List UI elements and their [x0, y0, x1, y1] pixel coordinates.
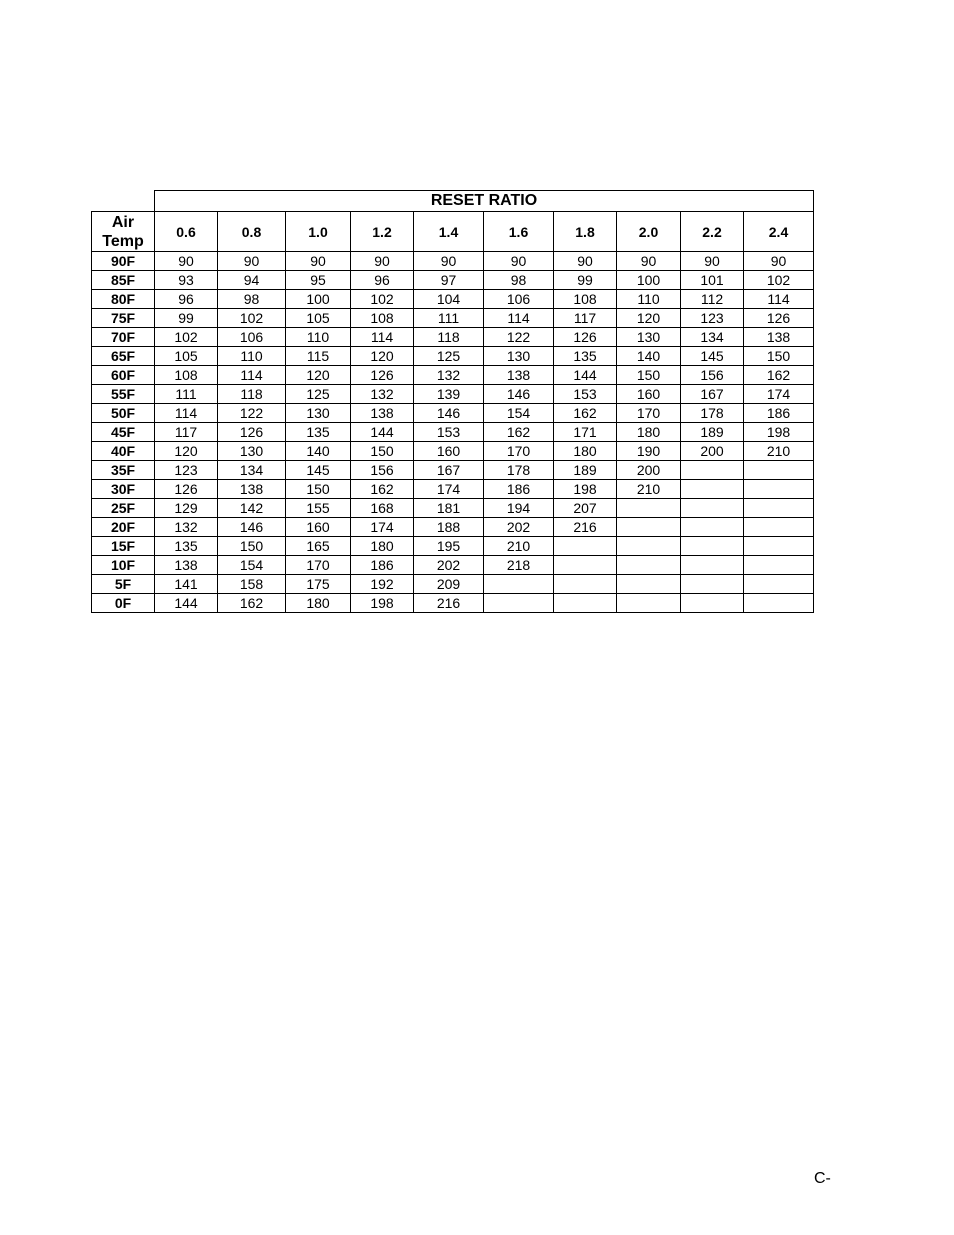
table-cell: 140 — [617, 347, 681, 366]
table-title: RESET RATIO — [155, 191, 814, 212]
table-cell: 175 — [286, 575, 351, 594]
table-cell: 132 — [155, 518, 218, 537]
table-cell — [744, 575, 814, 594]
table-cell: 146 — [218, 518, 286, 537]
table-cell — [744, 518, 814, 537]
table-cell: 125 — [286, 385, 351, 404]
table-row — [92, 271, 814, 290]
table-cell: 105 — [155, 347, 218, 366]
ratio-header: 1.4 — [414, 212, 484, 252]
table-cell: 145 — [286, 461, 351, 480]
table-row — [92, 290, 814, 309]
table-cell: 198 — [744, 423, 814, 442]
table-cell: 144 — [155, 594, 218, 613]
table-cell: 130 — [617, 328, 681, 347]
table-cell: 210 — [617, 480, 681, 499]
table-cell: 178 — [681, 404, 744, 423]
table-row — [92, 499, 814, 518]
air-temp-cell: 30F — [92, 480, 155, 499]
table-cell: 171 — [554, 423, 617, 442]
table-cell — [744, 461, 814, 480]
table-row — [92, 575, 814, 594]
table-cell: 162 — [484, 423, 554, 442]
table-cell: 138 — [484, 366, 554, 385]
air-temp-cell: 25F — [92, 499, 155, 518]
table-cell: 150 — [617, 366, 681, 385]
table-cell: 216 — [414, 594, 484, 613]
table-cell: 126 — [155, 480, 218, 499]
table-cell: 130 — [218, 442, 286, 461]
ratio-header: 1.6 — [484, 212, 554, 252]
table-cell: 102 — [351, 290, 414, 309]
air-temp-cell: 50F — [92, 404, 155, 423]
table-cell: 126 — [351, 366, 414, 385]
table-cell: 123 — [155, 461, 218, 480]
table-cell: 130 — [286, 404, 351, 423]
table-row — [92, 537, 814, 556]
table-cell: 160 — [286, 518, 351, 537]
table-cell — [554, 537, 617, 556]
air-temp-cell: 45F — [92, 423, 155, 442]
table-cell: 108 — [554, 290, 617, 309]
table-cell: 93 — [155, 271, 218, 290]
ratio-header: 0.8 — [218, 212, 286, 252]
page-number: C- — [814, 1170, 831, 1187]
table-cell: 162 — [218, 594, 286, 613]
table-cell: 168 — [351, 499, 414, 518]
air-temp-cell: 35F — [92, 461, 155, 480]
table-cell: 135 — [286, 423, 351, 442]
table-cell — [681, 461, 744, 480]
table-row — [92, 404, 814, 423]
table-cell: 142 — [218, 499, 286, 518]
table-cell: 140 — [286, 442, 351, 461]
table-cell: 150 — [744, 347, 814, 366]
table-cell: 202 — [484, 518, 554, 537]
air-temp-header-line: Temp — [102, 232, 144, 250]
table-cell: 94 — [218, 271, 286, 290]
table-cell: 115 — [286, 347, 351, 366]
table-cell: 90 — [286, 252, 351, 271]
ratio-header: 1.0 — [286, 212, 351, 252]
table-cell: 178 — [484, 461, 554, 480]
blank-corner-cell — [92, 191, 155, 212]
table-cell — [681, 518, 744, 537]
table-cell: 180 — [286, 594, 351, 613]
table-cell: 153 — [414, 423, 484, 442]
air-temp-cell: 90F — [92, 252, 155, 271]
table-cell: 90 — [351, 252, 414, 271]
table-cell: 106 — [218, 328, 286, 347]
table-row — [92, 461, 814, 480]
table-cell — [681, 499, 744, 518]
table-cell: 170 — [484, 442, 554, 461]
table-cell: 132 — [351, 385, 414, 404]
table-cell: 192 — [351, 575, 414, 594]
table-cell: 111 — [155, 385, 218, 404]
table-cell — [744, 594, 814, 613]
table-cell: 114 — [744, 290, 814, 309]
table-cell: 105 — [286, 309, 351, 328]
table-cell: 139 — [414, 385, 484, 404]
table-cell: 174 — [744, 385, 814, 404]
air-temp-cell: 70F — [92, 328, 155, 347]
table-cell: 106 — [484, 290, 554, 309]
table-cell: 100 — [286, 290, 351, 309]
table-row — [92, 252, 814, 271]
table-cell — [744, 537, 814, 556]
table-cell: 90 — [681, 252, 744, 271]
table-cell: 90 — [554, 252, 617, 271]
table-cell — [554, 556, 617, 575]
air-temp-cell: 5F — [92, 575, 155, 594]
table-cell: 167 — [414, 461, 484, 480]
table-row — [92, 518, 814, 537]
table-cell: 114 — [484, 309, 554, 328]
table-row — [92, 423, 814, 442]
table-row — [92, 347, 814, 366]
table-cell: 138 — [218, 480, 286, 499]
table-cell: 186 — [484, 480, 554, 499]
table-cell: 207 — [554, 499, 617, 518]
table-cell — [617, 575, 681, 594]
header-row — [92, 212, 814, 252]
table-cell: 170 — [617, 404, 681, 423]
air-temp-cell: 15F — [92, 537, 155, 556]
air-temp-header-line: Air — [111, 213, 135, 231]
table-cell: 110 — [218, 347, 286, 366]
table-cell — [554, 575, 617, 594]
table-cell — [681, 537, 744, 556]
air-temp-cell: 65F — [92, 347, 155, 366]
table-row — [92, 309, 814, 328]
table-cell: 158 — [218, 575, 286, 594]
ratio-header: 2.2 — [681, 212, 744, 252]
air-temp-cell: 0F — [92, 594, 155, 613]
table-cell — [744, 499, 814, 518]
table-cell: 138 — [744, 328, 814, 347]
table-cell — [681, 556, 744, 575]
table-cell: 120 — [286, 366, 351, 385]
table-cell: 126 — [218, 423, 286, 442]
table-cell: 153 — [554, 385, 617, 404]
ratio-header: 0.6 — [155, 212, 218, 252]
table-cell — [484, 575, 554, 594]
table-cell: 138 — [155, 556, 218, 575]
table-cell: 120 — [617, 309, 681, 328]
table-cell: 99 — [554, 271, 617, 290]
ratio-header: 2.4 — [744, 212, 814, 252]
table-cell: 218 — [484, 556, 554, 575]
table-cell: 97 — [414, 271, 484, 290]
table-cell: 210 — [744, 442, 814, 461]
air-temp-cell: 40F — [92, 442, 155, 461]
table-cell: 102 — [218, 309, 286, 328]
table-cell — [554, 594, 617, 613]
table-cell: 188 — [414, 518, 484, 537]
table-cell: 90 — [744, 252, 814, 271]
table-cell: 189 — [681, 423, 744, 442]
table-cell: 125 — [414, 347, 484, 366]
table-cell: 126 — [744, 309, 814, 328]
table-row — [92, 556, 814, 575]
table-cell: 189 — [554, 461, 617, 480]
table-cell: 144 — [554, 366, 617, 385]
table-row — [92, 328, 814, 347]
table-cell: 167 — [681, 385, 744, 404]
table-cell — [681, 594, 744, 613]
table-cell — [617, 518, 681, 537]
table-cell: 129 — [155, 499, 218, 518]
table-cell: 144 — [351, 423, 414, 442]
table-cell: 114 — [218, 366, 286, 385]
table-row — [92, 480, 814, 499]
table-cell — [744, 556, 814, 575]
table-cell: 114 — [351, 328, 414, 347]
table-cell: 154 — [218, 556, 286, 575]
table-cell: 118 — [414, 328, 484, 347]
table-cell — [744, 480, 814, 499]
table-cell: 180 — [351, 537, 414, 556]
table-cell: 95 — [286, 271, 351, 290]
ratio-header: 1.2 — [351, 212, 414, 252]
air-temp-cell: 60F — [92, 366, 155, 385]
table-cell: 120 — [351, 347, 414, 366]
title-row — [92, 191, 814, 212]
table-cell: 141 — [155, 575, 218, 594]
table-cell: 155 — [286, 499, 351, 518]
table-cell: 200 — [617, 461, 681, 480]
table-cell — [617, 537, 681, 556]
table-cell: 123 — [681, 309, 744, 328]
table-row — [92, 366, 814, 385]
table-cell: 162 — [744, 366, 814, 385]
table-cell: 134 — [218, 461, 286, 480]
table-cell: 134 — [681, 328, 744, 347]
table-cell: 150 — [218, 537, 286, 556]
air-temp-header — [92, 212, 155, 252]
table-cell: 130 — [484, 347, 554, 366]
table-cell: 117 — [155, 423, 218, 442]
air-temp-cell: 10F — [92, 556, 155, 575]
air-temp-cell: 85F — [92, 271, 155, 290]
table-cell: 138 — [351, 404, 414, 423]
air-temp-cell: 55F — [92, 385, 155, 404]
table-cell: 170 — [286, 556, 351, 575]
table-cell: 110 — [617, 290, 681, 309]
table-cell: 186 — [744, 404, 814, 423]
table-cell: 160 — [414, 442, 484, 461]
table-cell: 98 — [218, 290, 286, 309]
table-cell: 114 — [155, 404, 218, 423]
table-cell: 135 — [554, 347, 617, 366]
table-cell: 126 — [554, 328, 617, 347]
table-cell: 122 — [218, 404, 286, 423]
table-cell: 180 — [554, 442, 617, 461]
table-cell — [681, 480, 744, 499]
table-cell: 195 — [414, 537, 484, 556]
table-cell: 100 — [617, 271, 681, 290]
table-cell — [617, 556, 681, 575]
table-cell: 190 — [617, 442, 681, 461]
air-temp-cell: 20F — [92, 518, 155, 537]
table-cell: 102 — [744, 271, 814, 290]
table-cell: 90 — [617, 252, 681, 271]
air-temp-cell: 80F — [92, 290, 155, 309]
table-cell: 198 — [554, 480, 617, 499]
table-cell: 216 — [554, 518, 617, 537]
table-cell: 165 — [286, 537, 351, 556]
table-cell: 154 — [484, 404, 554, 423]
table-cell: 110 — [286, 328, 351, 347]
table-cell: 102 — [155, 328, 218, 347]
reset-ratio-table — [91, 190, 814, 613]
table-cell: 146 — [484, 385, 554, 404]
table-cell — [617, 594, 681, 613]
table-cell: 90 — [155, 252, 218, 271]
table-cell: 104 — [414, 290, 484, 309]
table-cell: 108 — [155, 366, 218, 385]
table-cell: 174 — [414, 480, 484, 499]
table-cell: 202 — [414, 556, 484, 575]
table-cell: 200 — [681, 442, 744, 461]
table-cell: 120 — [155, 442, 218, 461]
table-cell: 150 — [286, 480, 351, 499]
table-cell: 111 — [414, 309, 484, 328]
table-cell: 194 — [484, 499, 554, 518]
table-cell: 112 — [681, 290, 744, 309]
table-cell: 186 — [351, 556, 414, 575]
table-cell: 156 — [351, 461, 414, 480]
table-cell: 198 — [351, 594, 414, 613]
table-cell: 150 — [351, 442, 414, 461]
table-cell: 99 — [155, 309, 218, 328]
table-cell: 156 — [681, 366, 744, 385]
table-cell: 90 — [484, 252, 554, 271]
table-cell — [617, 499, 681, 518]
table-cell — [484, 594, 554, 613]
table-cell: 210 — [484, 537, 554, 556]
table-cell: 180 — [617, 423, 681, 442]
table-cell: 160 — [617, 385, 681, 404]
table-row — [92, 385, 814, 404]
table-cell: 122 — [484, 328, 554, 347]
table-cell — [681, 575, 744, 594]
table-cell: 162 — [554, 404, 617, 423]
ratio-header: 2.0 — [617, 212, 681, 252]
table-cell: 117 — [554, 309, 617, 328]
table-cell: 209 — [414, 575, 484, 594]
table-cell: 135 — [155, 537, 218, 556]
table-cell: 162 — [351, 480, 414, 499]
ratio-header: 1.8 — [554, 212, 617, 252]
table-cell: 181 — [414, 499, 484, 518]
table-cell: 90 — [414, 252, 484, 271]
table-cell: 108 — [351, 309, 414, 328]
table-cell: 145 — [681, 347, 744, 366]
table-cell: 96 — [155, 290, 218, 309]
table-cell: 174 — [351, 518, 414, 537]
table-cell: 101 — [681, 271, 744, 290]
table-cell: 90 — [218, 252, 286, 271]
table-cell: 118 — [218, 385, 286, 404]
table-cell: 132 — [414, 366, 484, 385]
air-temp-cell: 75F — [92, 309, 155, 328]
table-cell: 96 — [351, 271, 414, 290]
table-cell: 98 — [484, 271, 554, 290]
table-row — [92, 594, 814, 613]
table-row — [92, 442, 814, 461]
table-cell: 146 — [414, 404, 484, 423]
